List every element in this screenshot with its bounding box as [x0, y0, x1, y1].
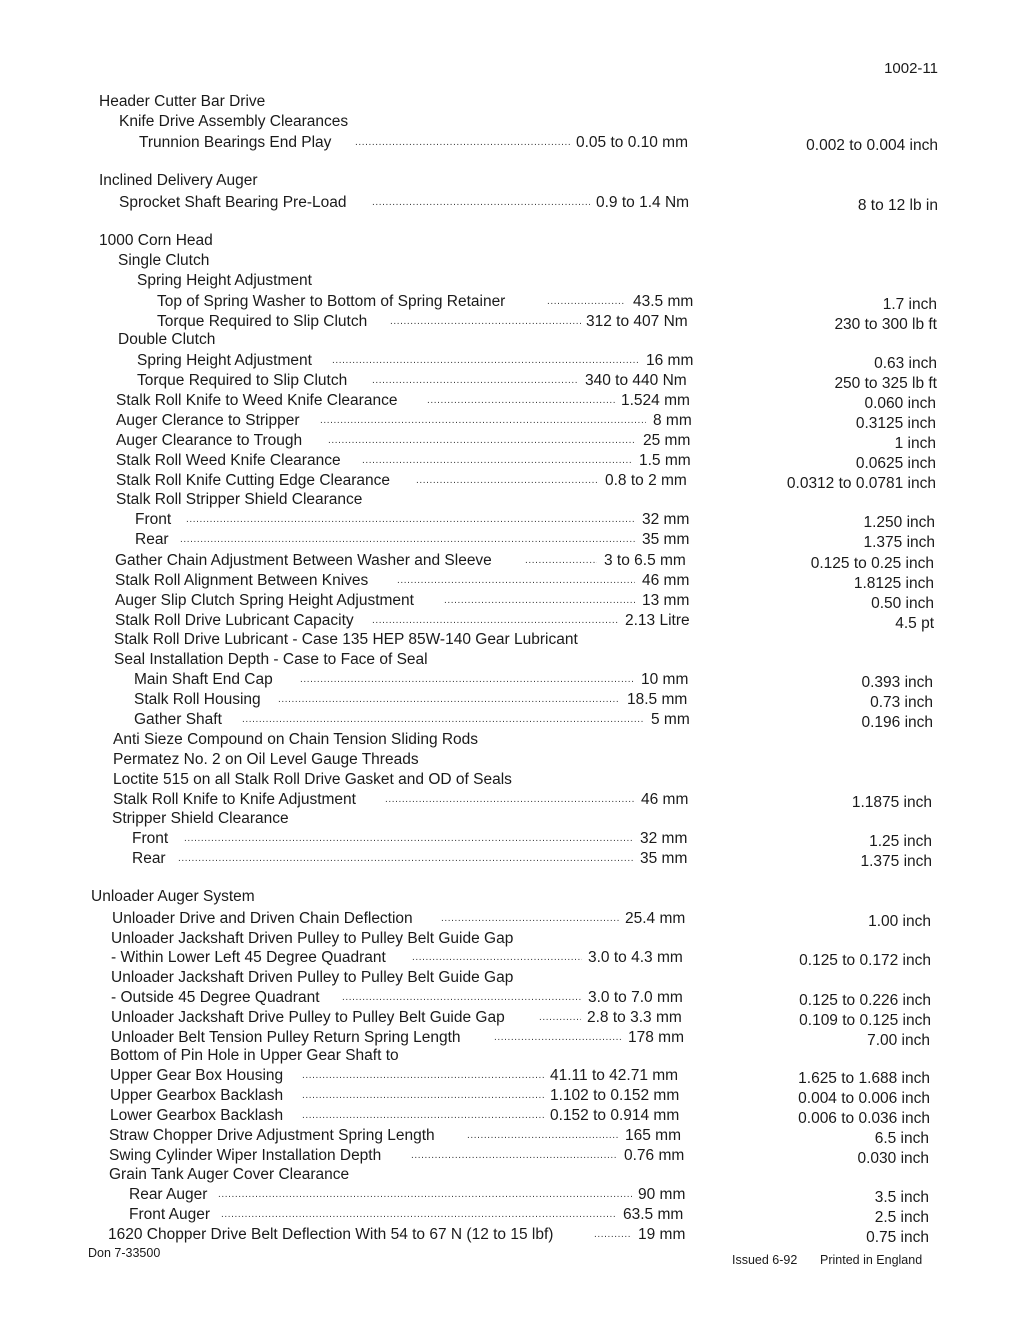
row-label: Spring Height Adjustment — [137, 272, 312, 289]
row-label: Knife Drive Assembly Clearances — [119, 113, 349, 130]
imperial-value: 1.250 inch — [863, 514, 935, 531]
metric-value: 2.13 Litre — [625, 612, 690, 629]
row-label: 1000 Corn Head — [99, 232, 213, 249]
imperial-value: 0.109 to 0.125 inch — [799, 1012, 931, 1029]
metric-value: 25 mm — [643, 432, 691, 449]
imperial-value: 0.060 inch — [864, 395, 936, 412]
leader-dots — [180, 530, 635, 549]
metric-value: 0.9 to 1.4 Nm — [596, 194, 690, 211]
leader-dots — [427, 391, 617, 410]
imperial-value: 250 to 325 lb ft — [834, 375, 937, 392]
leader-dots — [411, 1146, 618, 1165]
row-label: Stalk Roll Knife Cutting Edge Clearance — [116, 472, 390, 489]
imperial-value: 0.63 inch — [874, 355, 937, 372]
row-label: Torque Required to Slip Clutch — [157, 313, 368, 330]
metric-value: 43.5 mm — [633, 293, 694, 310]
leader-dots — [221, 1205, 617, 1224]
row-label: Anti Sieze Compound on Chain Tension Sliding Rods — [113, 731, 479, 748]
imperial-value: 0.0625 inch — [855, 455, 936, 472]
imperial-value: 1.625 to 1.688 inch — [798, 1070, 930, 1087]
printed-location: Printed in England — [820, 1253, 923, 1267]
row-label: Unloader Belt Tension Pulley Return Spring Length — [111, 1029, 461, 1046]
row-label: Rear — [135, 531, 169, 548]
leader-dots — [397, 571, 635, 590]
metric-value: 0.8 to 2 mm — [605, 472, 687, 489]
imperial-value: 0.125 to 0.226 inch — [799, 992, 931, 1009]
row-label: Stripper Shield Clearance — [112, 810, 289, 827]
leader-dots — [300, 670, 634, 689]
imperial-value: 0.006 to 0.036 inch — [798, 1110, 930, 1127]
row-label: Stalk Roll Weed Knife Clearance — [116, 452, 341, 469]
leader-dots — [390, 312, 581, 331]
row-label: Unloader Jackshaft Driven Pulley to Pulley Belt Guide Gap — [111, 930, 514, 947]
row-label: Grain Tank Auger Cover Clearance — [109, 1166, 350, 1183]
row-label: Stalk Roll Knife to Knife Adjustment — [113, 791, 356, 808]
row-label: Inclined Delivery Auger — [99, 172, 258, 189]
imperial-value: 230 to 300 lb ft — [834, 316, 937, 333]
metric-value: 46 mm — [641, 791, 689, 808]
row-label: Loctite 515 on all Stalk Roll Drive Gasket and OD of Seals — [113, 771, 512, 788]
metric-value: 1.524 mm — [621, 392, 690, 409]
row-label: Single Clutch — [118, 252, 210, 269]
imperial-value: 4.5 pt — [895, 615, 934, 632]
row-label: Unloader Auger System — [91, 888, 255, 905]
imperial-value: 1.375 inch — [860, 853, 932, 870]
imperial-value: 2.5 inch — [874, 1209, 929, 1226]
row-label: Upper Gearbox Backlash — [110, 1087, 284, 1104]
metric-value: 2.8 to 3.3 mm — [587, 1009, 682, 1026]
page-number: 1002-11 — [884, 60, 938, 77]
document-number: Don 7-33500 — [88, 1246, 161, 1260]
row-label: Auger Slip Clutch Spring Height Adjustment — [115, 592, 414, 609]
leader-dots — [302, 1086, 544, 1105]
metric-value: 35 mm — [642, 531, 690, 548]
row-label: Stalk Roll Housing — [134, 691, 261, 708]
row-label: Stalk Roll Alignment Between Knives — [115, 572, 369, 589]
row-label: Front — [135, 511, 172, 528]
metric-value: 0.76 mm — [624, 1147, 685, 1164]
metric-value: 35 mm — [640, 850, 688, 867]
metric-value: 18.5 mm — [627, 691, 688, 708]
metric-value: 0.05 to 0.10 mm — [576, 134, 689, 151]
imperial-value: 7.00 inch — [867, 1032, 930, 1049]
row-label: Front Auger — [129, 1206, 210, 1223]
metric-value: 90 mm — [638, 1186, 686, 1203]
metric-value: 41.11 to 42.71 mm — [550, 1067, 679, 1084]
leader-dots — [320, 411, 646, 430]
row-label: Unloader Jackshaft Driven Pulley to Pulley Belt Guide Gap — [111, 969, 514, 986]
row-label: Double Clutch — [118, 331, 216, 348]
leader-dots — [342, 988, 582, 1007]
leader-dots — [184, 829, 634, 848]
row-label: Seal Installation Depth - Case to Face of Seal — [114, 651, 428, 668]
metric-value: 32 mm — [642, 511, 690, 528]
row-label: Sprocket Shaft Bearing Pre-Load — [119, 194, 347, 211]
metric-value: 3 to 6.5 mm — [604, 552, 686, 569]
imperial-value: 0.73 inch — [870, 694, 933, 711]
metric-value: 312 to 407 Nm — [586, 313, 688, 330]
row-label: 1620 Chopper Drive Belt Deflection With 54 to 67 N (12 to 15 lbf) — [108, 1226, 554, 1243]
row-label: Rear — [132, 850, 166, 867]
imperial-value: 0.50 inch — [871, 595, 934, 612]
imperial-value: 1.7 inch — [882, 296, 937, 313]
leader-dots — [278, 690, 620, 709]
metric-value: 10 mm — [641, 671, 689, 688]
row-label: Stalk Roll Drive Lubricant - Case 135 HEP 85W-140 Gear Lubricant — [114, 631, 578, 648]
imperial-value: 0.0312 to 0.0781 inch — [786, 475, 936, 492]
imperial-value: 0.002 to 0.004 inch — [806, 137, 938, 154]
row-label: Swing Cylinder Wiper Installation Depth — [109, 1147, 382, 1164]
leader-dots — [302, 1066, 544, 1085]
row-label: Straw Chopper Drive Adjustment Spring Length — [109, 1127, 435, 1144]
metric-value: 5 mm — [651, 711, 690, 728]
row-label: Lower Gearbox Backlash — [110, 1107, 284, 1124]
row-label: Permatez No. 2 on Oil Level Gauge Threads — [113, 751, 419, 768]
leader-dots — [242, 710, 644, 729]
leader-dots — [186, 510, 635, 529]
row-label: Torque Required to Slip Clutch — [137, 372, 348, 389]
leader-dots — [444, 591, 635, 610]
row-label: Auger Clerance to Stripper — [116, 412, 300, 429]
leader-dots — [372, 371, 578, 390]
leader-dots — [547, 292, 625, 311]
leader-dots — [385, 790, 635, 809]
leader-dots — [441, 909, 619, 928]
leader-dots — [416, 471, 599, 490]
leader-dots — [412, 948, 582, 967]
imperial-value: 1.00 inch — [868, 913, 931, 930]
metric-value: 178 mm — [628, 1029, 684, 1046]
metric-value: 0.152 to 0.914 mm — [550, 1107, 680, 1124]
metric-value: 63.5 mm — [623, 1206, 684, 1223]
leader-dots — [328, 431, 636, 450]
imperial-value: 0.125 to 0.172 inch — [799, 952, 931, 969]
leader-dots — [302, 1106, 544, 1125]
leader-dots — [332, 351, 638, 370]
leader-dots — [372, 611, 618, 630]
imperial-value: 8 to 12 lb in — [857, 197, 938, 214]
row-label: Unloader Jackshaft Drive Pulley to Pulley Belt Guide Gap — [111, 1009, 505, 1026]
imperial-value: 0.3125 inch — [855, 415, 936, 432]
metric-value: 19 mm — [638, 1226, 686, 1243]
row-label: Header Cutter Bar Drive — [99, 93, 266, 110]
row-label: Front — [132, 830, 169, 847]
metric-value: 340 to 440 Nm — [585, 372, 687, 389]
row-label: Stalk Roll Drive Lubricant Capacity — [115, 612, 354, 629]
imperial-value: 0.030 inch — [857, 1150, 929, 1167]
leader-dots — [467, 1126, 619, 1145]
imperial-value: 3.5 inch — [874, 1189, 929, 1206]
metric-value: 1.102 to 0.152 mm — [550, 1087, 680, 1104]
leader-dots — [525, 551, 597, 570]
issued-date: Issued 6-92 — [732, 1253, 798, 1267]
leader-dots — [594, 1225, 632, 1244]
row-label: Top of Spring Washer to Bottom of Spring Retainer — [157, 293, 506, 310]
row-label: Gather Chain Adjustment Between Washer and Sleeve — [115, 552, 492, 569]
row-label: Gather Shaft — [134, 711, 222, 728]
row-label: Unloader Drive and Driven Chain Deflection — [112, 910, 413, 927]
row-label: Upper Gear Box Housing — [110, 1067, 284, 1084]
leader-dots — [218, 1185, 632, 1204]
metric-value: 13 mm — [642, 592, 690, 609]
imperial-value: 1.8125 inch — [853, 575, 934, 592]
metric-value: 165 mm — [625, 1127, 681, 1144]
imperial-value: 1.375 inch — [863, 534, 935, 551]
metric-value: 3.0 to 4.3 mm — [588, 949, 683, 966]
row-label: - Outside 45 Degree Quadrant — [111, 989, 320, 1006]
leader-dots — [355, 133, 570, 152]
imperial-value: 1 inch — [894, 435, 936, 452]
leader-dots — [372, 193, 590, 212]
metric-value: 16 mm — [646, 352, 694, 369]
imperial-value: 6.5 inch — [874, 1130, 929, 1147]
row-label: - Within Lower Left 45 Degree Quadrant — [111, 949, 386, 966]
row-label: Stalk Roll Stripper Shield Clearance — [116, 491, 363, 508]
imperial-value: 0.196 inch — [861, 714, 933, 731]
metric-value: 8 mm — [653, 412, 692, 429]
metric-value: 1.5 mm — [639, 452, 691, 469]
row-label: Rear Auger — [129, 1186, 208, 1203]
imperial-value: 0.125 to 0.25 inch — [810, 555, 934, 572]
metric-value: 46 mm — [642, 572, 690, 589]
leader-dots — [494, 1028, 622, 1047]
row-label: Spring Height Adjustment — [137, 352, 312, 369]
metric-value: 3.0 to 7.0 mm — [588, 989, 683, 1006]
metric-value: 25.4 mm — [625, 910, 686, 927]
row-label: Trunnion Bearings End Play — [139, 134, 332, 151]
row-label: Auger Clearance to Trough — [116, 432, 303, 449]
imperial-value: 1.25 inch — [869, 833, 932, 850]
imperial-value: 0.393 inch — [861, 674, 933, 691]
leader-dots — [178, 849, 634, 868]
row-label: Bottom of Pin Hole in Upper Gear Shaft to — [110, 1047, 399, 1064]
leader-dots — [362, 451, 633, 470]
imperial-value: 0.75 inch — [866, 1229, 929, 1246]
imperial-value: 0.004 to 0.006 inch — [798, 1090, 930, 1107]
leader-dots — [539, 1008, 581, 1027]
row-label: Stalk Roll Knife to Weed Knife Clearance — [116, 392, 398, 409]
metric-value: 32 mm — [640, 830, 688, 847]
imperial-value: 1.1875 inch — [851, 794, 932, 811]
row-label: Main Shaft End Cap — [134, 671, 273, 688]
